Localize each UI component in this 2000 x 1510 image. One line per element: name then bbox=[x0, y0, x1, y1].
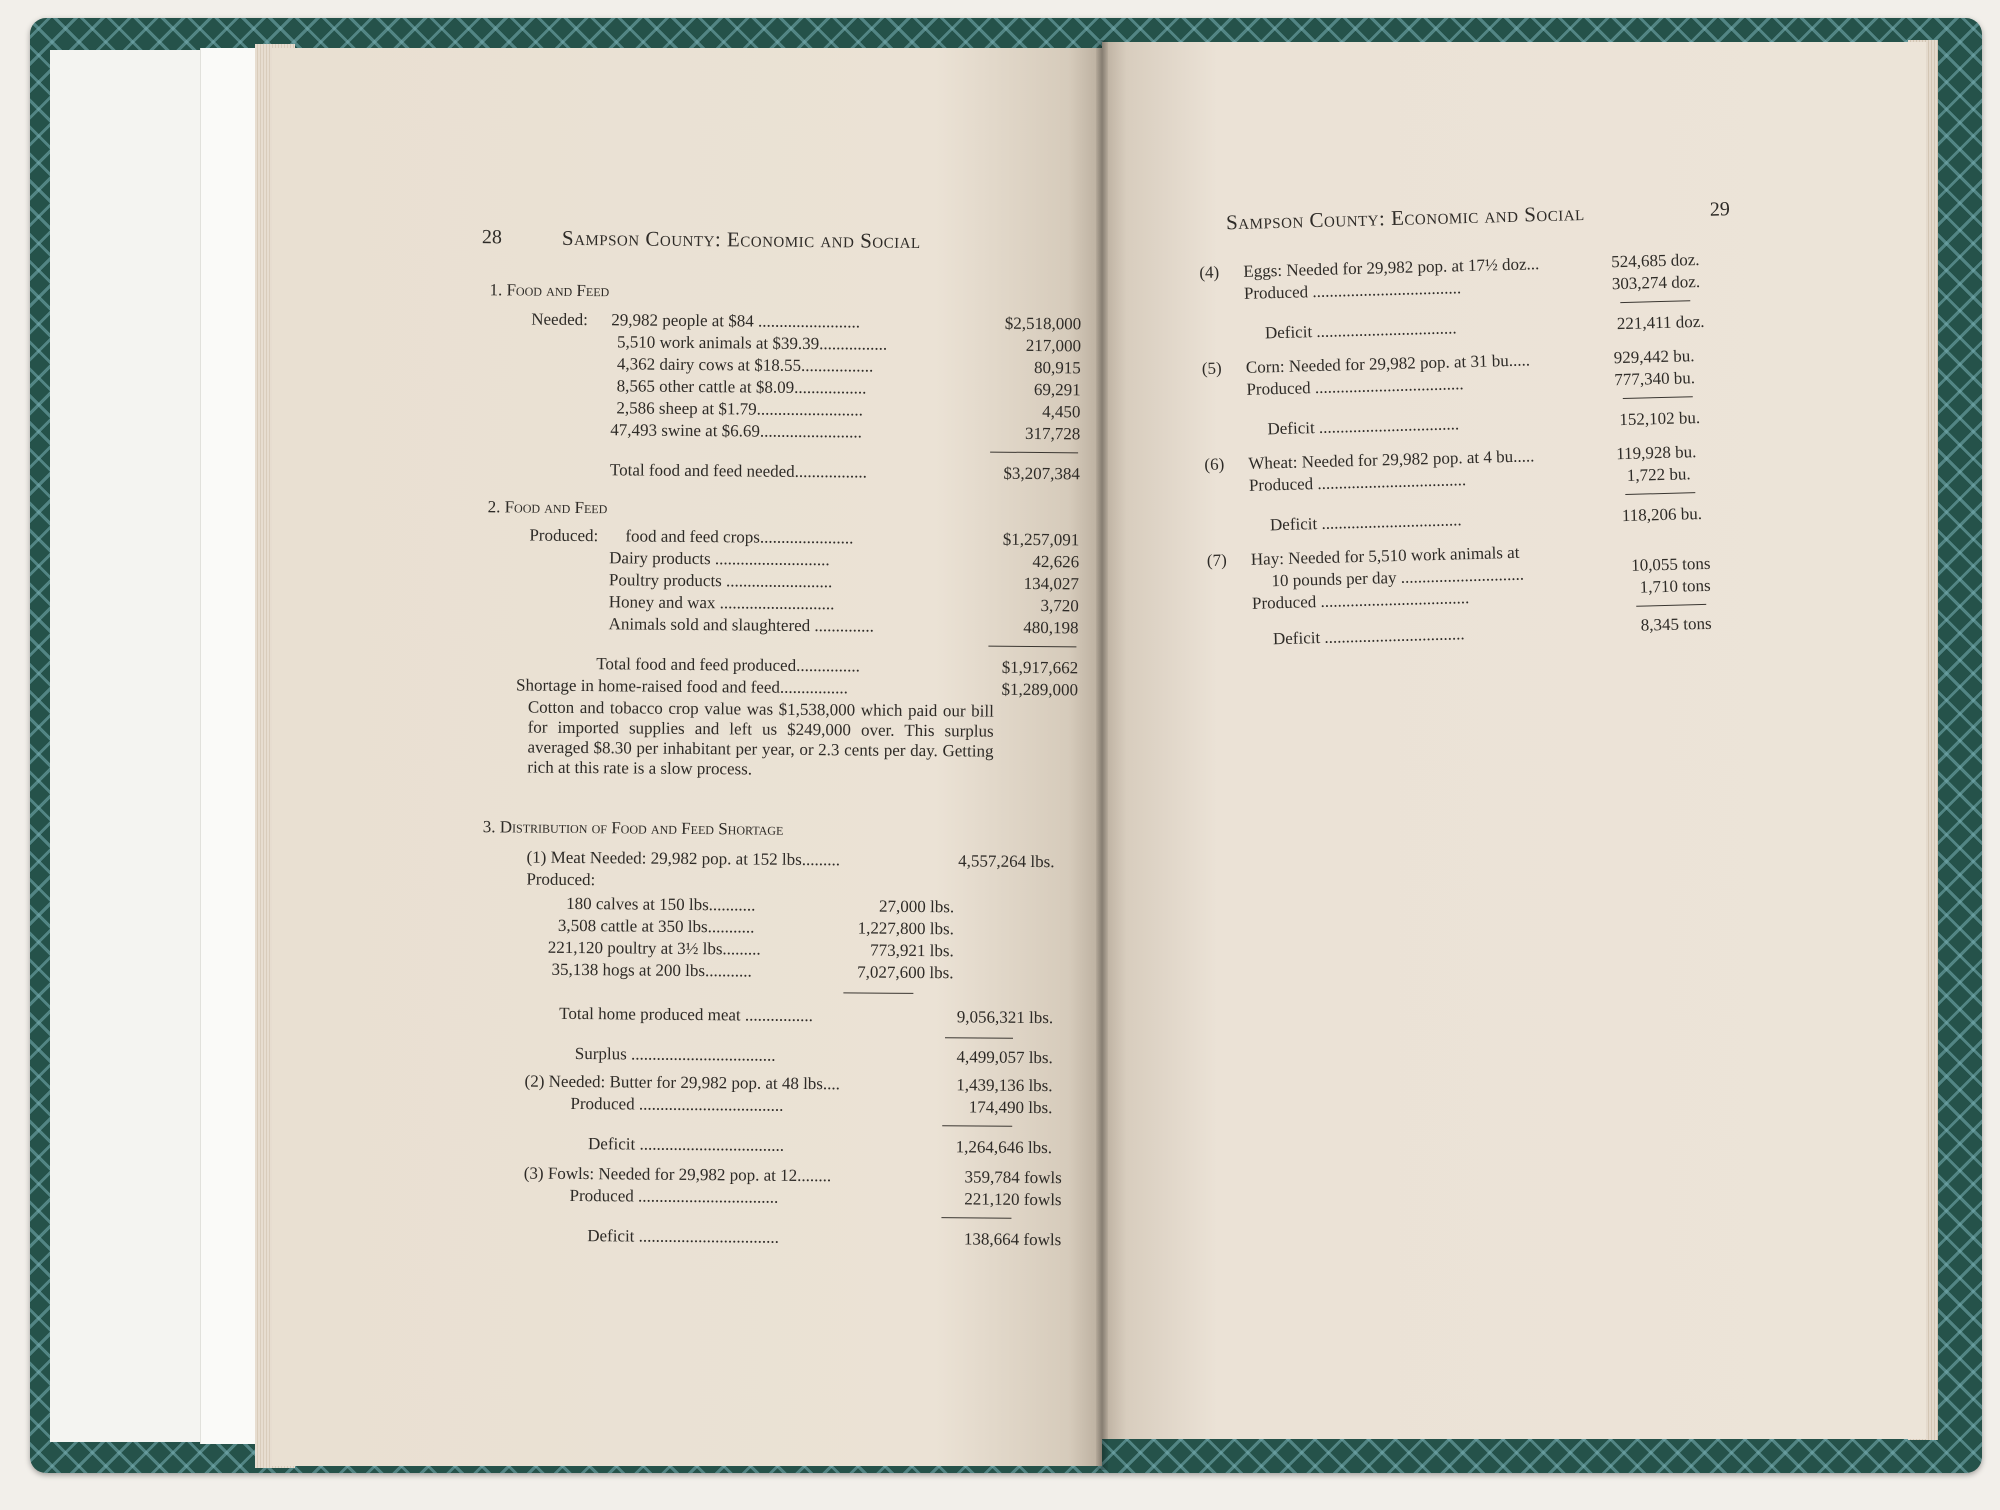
produced-value: 1,722 bu. bbox=[1626, 464, 1691, 485]
row-value: $2,518,000 bbox=[1004, 313, 1082, 334]
produced-label: Produced ................................. bbox=[569, 1185, 779, 1207]
page-number: 29 bbox=[1709, 198, 1731, 221]
row-value: $1,257,091 bbox=[1002, 529, 1080, 550]
row-value: 1,227,800 lbs. bbox=[857, 918, 955, 939]
surplus-label: Surplus .................................. bbox=[574, 1043, 776, 1065]
row-value: 4,450 bbox=[1042, 402, 1081, 422]
row-value: 317,728 bbox=[1024, 423, 1081, 444]
produced-label: Produced .................................. bbox=[570, 1093, 784, 1115]
row-value: 3,720 bbox=[1040, 596, 1079, 616]
row-desc: 8,565 other cattle at $8.09................. bbox=[616, 376, 867, 398]
row-desc: Animals sold and slaughtered .............. bbox=[608, 614, 875, 636]
needed-label: Needed: bbox=[531, 309, 588, 330]
deficit-label: Deficit ................................. bbox=[587, 1226, 780, 1247]
row-desc: Dairy products ........................... bbox=[609, 548, 830, 570]
row-desc: 221,120 poultry at 3½ lbs......... bbox=[547, 937, 761, 959]
row-value: 773,921 lbs. bbox=[870, 940, 954, 961]
deficit-value: 118,206 bu. bbox=[1621, 504, 1703, 526]
needed-value: 524,685 doz. bbox=[1610, 249, 1700, 272]
deficit-value: 221,411 doz. bbox=[1616, 311, 1705, 334]
item-heading: Corn: Needed for 29,982 pop. at 31 bu..... bbox=[1245, 350, 1531, 377]
row-value: 134,027 bbox=[1023, 573, 1080, 594]
row-value: 480,198 bbox=[1023, 617, 1079, 638]
surplus-value: 4,499,057 lbs. bbox=[956, 1047, 1053, 1068]
fowls-needed-value: 359,784 fowls bbox=[964, 1167, 1062, 1188]
row-desc: food and feed crops...................... bbox=[625, 526, 854, 548]
commentary-paragraph: Cotton and tobacco crop value was $1,538,000 which paid our bill for imported supplies and left us $249,000 over. This surplus averaged $8.30 per inhabitant per year, or 2.3 cents per day. Getting rich at this rate is a slow process. bbox=[527, 697, 994, 779]
produced-value: 777,340 bu. bbox=[1614, 368, 1696, 390]
row-desc: 35,138 hogs at 200 lbs........... bbox=[551, 959, 752, 981]
item-number: (5) bbox=[1201, 358, 1222, 379]
row-desc: Honey and wax ........................... bbox=[608, 592, 835, 614]
page-number: 28 bbox=[481, 226, 503, 249]
deficit-label: Deficit ................................. bbox=[1269, 510, 1462, 535]
deficit-value: 152,102 bu. bbox=[1619, 408, 1701, 430]
deficit-value: 1,264,646 lbs. bbox=[955, 1137, 1053, 1158]
row-value: 42,626 bbox=[1032, 551, 1080, 572]
total-rule bbox=[1636, 604, 1706, 607]
row-desc: Poultry products ......................... bbox=[608, 570, 833, 592]
deficit-label: Deficit ................................. bbox=[1267, 414, 1460, 439]
needed-value: 10,055 tons bbox=[1630, 553, 1711, 575]
row-desc: 3,508 cattle at 350 lbs........... bbox=[557, 915, 755, 937]
deficit-label: Deficit .................................. bbox=[587, 1134, 785, 1155]
row-desc: 47,493 swine at $6.69........................ bbox=[610, 420, 863, 442]
produced-value: 303,274 doz. bbox=[1611, 271, 1701, 294]
item-heading-continued: 10 pounds per day ............................. bbox=[1271, 564, 1525, 591]
item-heading: Eggs: Needed for 29,982 pop. at 17½ doz... bbox=[1243, 254, 1540, 281]
needed-value: 119,928 bu. bbox=[1615, 442, 1697, 464]
total-value: $3,207,384 bbox=[1003, 463, 1081, 484]
meat-heading: (1) Meat Needed: 29,982 pop. at 152 lbs......... bbox=[526, 847, 841, 870]
fowls-heading: (3) Fowls: Needed for 29,982 pop. at 12........ bbox=[523, 1163, 832, 1186]
total-rule bbox=[1623, 396, 1693, 399]
total-label: Total home produced meat ................ bbox=[559, 1003, 814, 1026]
butter-heading: (2) Needed: Butter for 29,982 pop. at 48 lbs.... bbox=[524, 1071, 841, 1094]
produced-label: Produced ................................... bbox=[1251, 588, 1470, 613]
meat-needed-value: 4,557,264 lbs. bbox=[958, 851, 1055, 872]
running-head: Sampson County: Economic and Social bbox=[1225, 200, 1585, 235]
item-heading: Hay: Needed for 5,510 work animals at bbox=[1250, 542, 1520, 569]
item-number: (7) bbox=[1206, 550, 1227, 570]
total-value: 9,056,321 lbs. bbox=[956, 1007, 1054, 1028]
row-value: 7,027,600 lbs. bbox=[857, 962, 954, 983]
produced-label: Produced ................................... bbox=[1248, 470, 1467, 495]
produced-label: Produced ................................... bbox=[1243, 278, 1462, 303]
deficit-label: Deficit ................................. bbox=[1272, 624, 1465, 649]
produced-value: 1,710 tons bbox=[1639, 575, 1711, 597]
row-value: 80,915 bbox=[1034, 357, 1081, 378]
row-value: 69,291 bbox=[1033, 379, 1081, 400]
shortage-label: Shortage in home-raised food and feed................ bbox=[515, 675, 849, 698]
row-desc: 180 calves at 150 lbs........... bbox=[566, 893, 756, 915]
section-title: 2. Food and Feed bbox=[487, 497, 608, 518]
produced-label: Produced ................................... bbox=[1246, 374, 1464, 399]
row-desc: 4,362 dairy cows at $18.55................. bbox=[616, 354, 874, 376]
row-desc: 2,586 sheep at $1.79......................... bbox=[616, 398, 864, 420]
shortage-value: $1,289,000 bbox=[1001, 679, 1079, 700]
running-head: Sampson County: Economic and Social bbox=[561, 225, 921, 253]
total-label: Total food and feed needed................. bbox=[609, 460, 868, 482]
total-rule bbox=[1625, 492, 1695, 495]
row-value: 217,000 bbox=[1025, 335, 1082, 356]
section-title: 1. Food and Feed bbox=[489, 280, 610, 301]
produced-value: 221,120 fowls bbox=[964, 1189, 1062, 1210]
needed-value: 929,442 bu. bbox=[1613, 346, 1695, 368]
item-number: (4) bbox=[1199, 262, 1220, 283]
deficit-value: 8,345 tons bbox=[1640, 613, 1712, 635]
deficit-label: Deficit ................................. bbox=[1264, 318, 1457, 343]
item-heading: Wheat: Needed for 29,982 pop. at 4 bu..... bbox=[1248, 446, 1535, 473]
item-number: (6) bbox=[1204, 454, 1225, 475]
row-value: 27,000 lbs. bbox=[878, 896, 955, 917]
deficit-value: 138,664 fowls bbox=[963, 1229, 1062, 1250]
section-title: 3. Distribution of Food and Feed Shortage bbox=[482, 817, 784, 839]
produced-label: Produced: bbox=[529, 525, 599, 546]
butter-needed-value: 1,439,136 lbs. bbox=[956, 1075, 1053, 1096]
row-desc: 5,510 work animals at $39.39................ bbox=[616, 332, 888, 354]
produced-label: Produced: bbox=[526, 869, 596, 890]
total-value: $1,917,662 bbox=[1001, 657, 1079, 678]
total-label: Total food and feed produced............... bbox=[596, 654, 860, 676]
total-rule bbox=[1620, 300, 1690, 303]
row-desc: 29,982 people at $84 ........................ bbox=[611, 310, 861, 332]
produced-value: 174,490 lbs. bbox=[968, 1097, 1053, 1118]
